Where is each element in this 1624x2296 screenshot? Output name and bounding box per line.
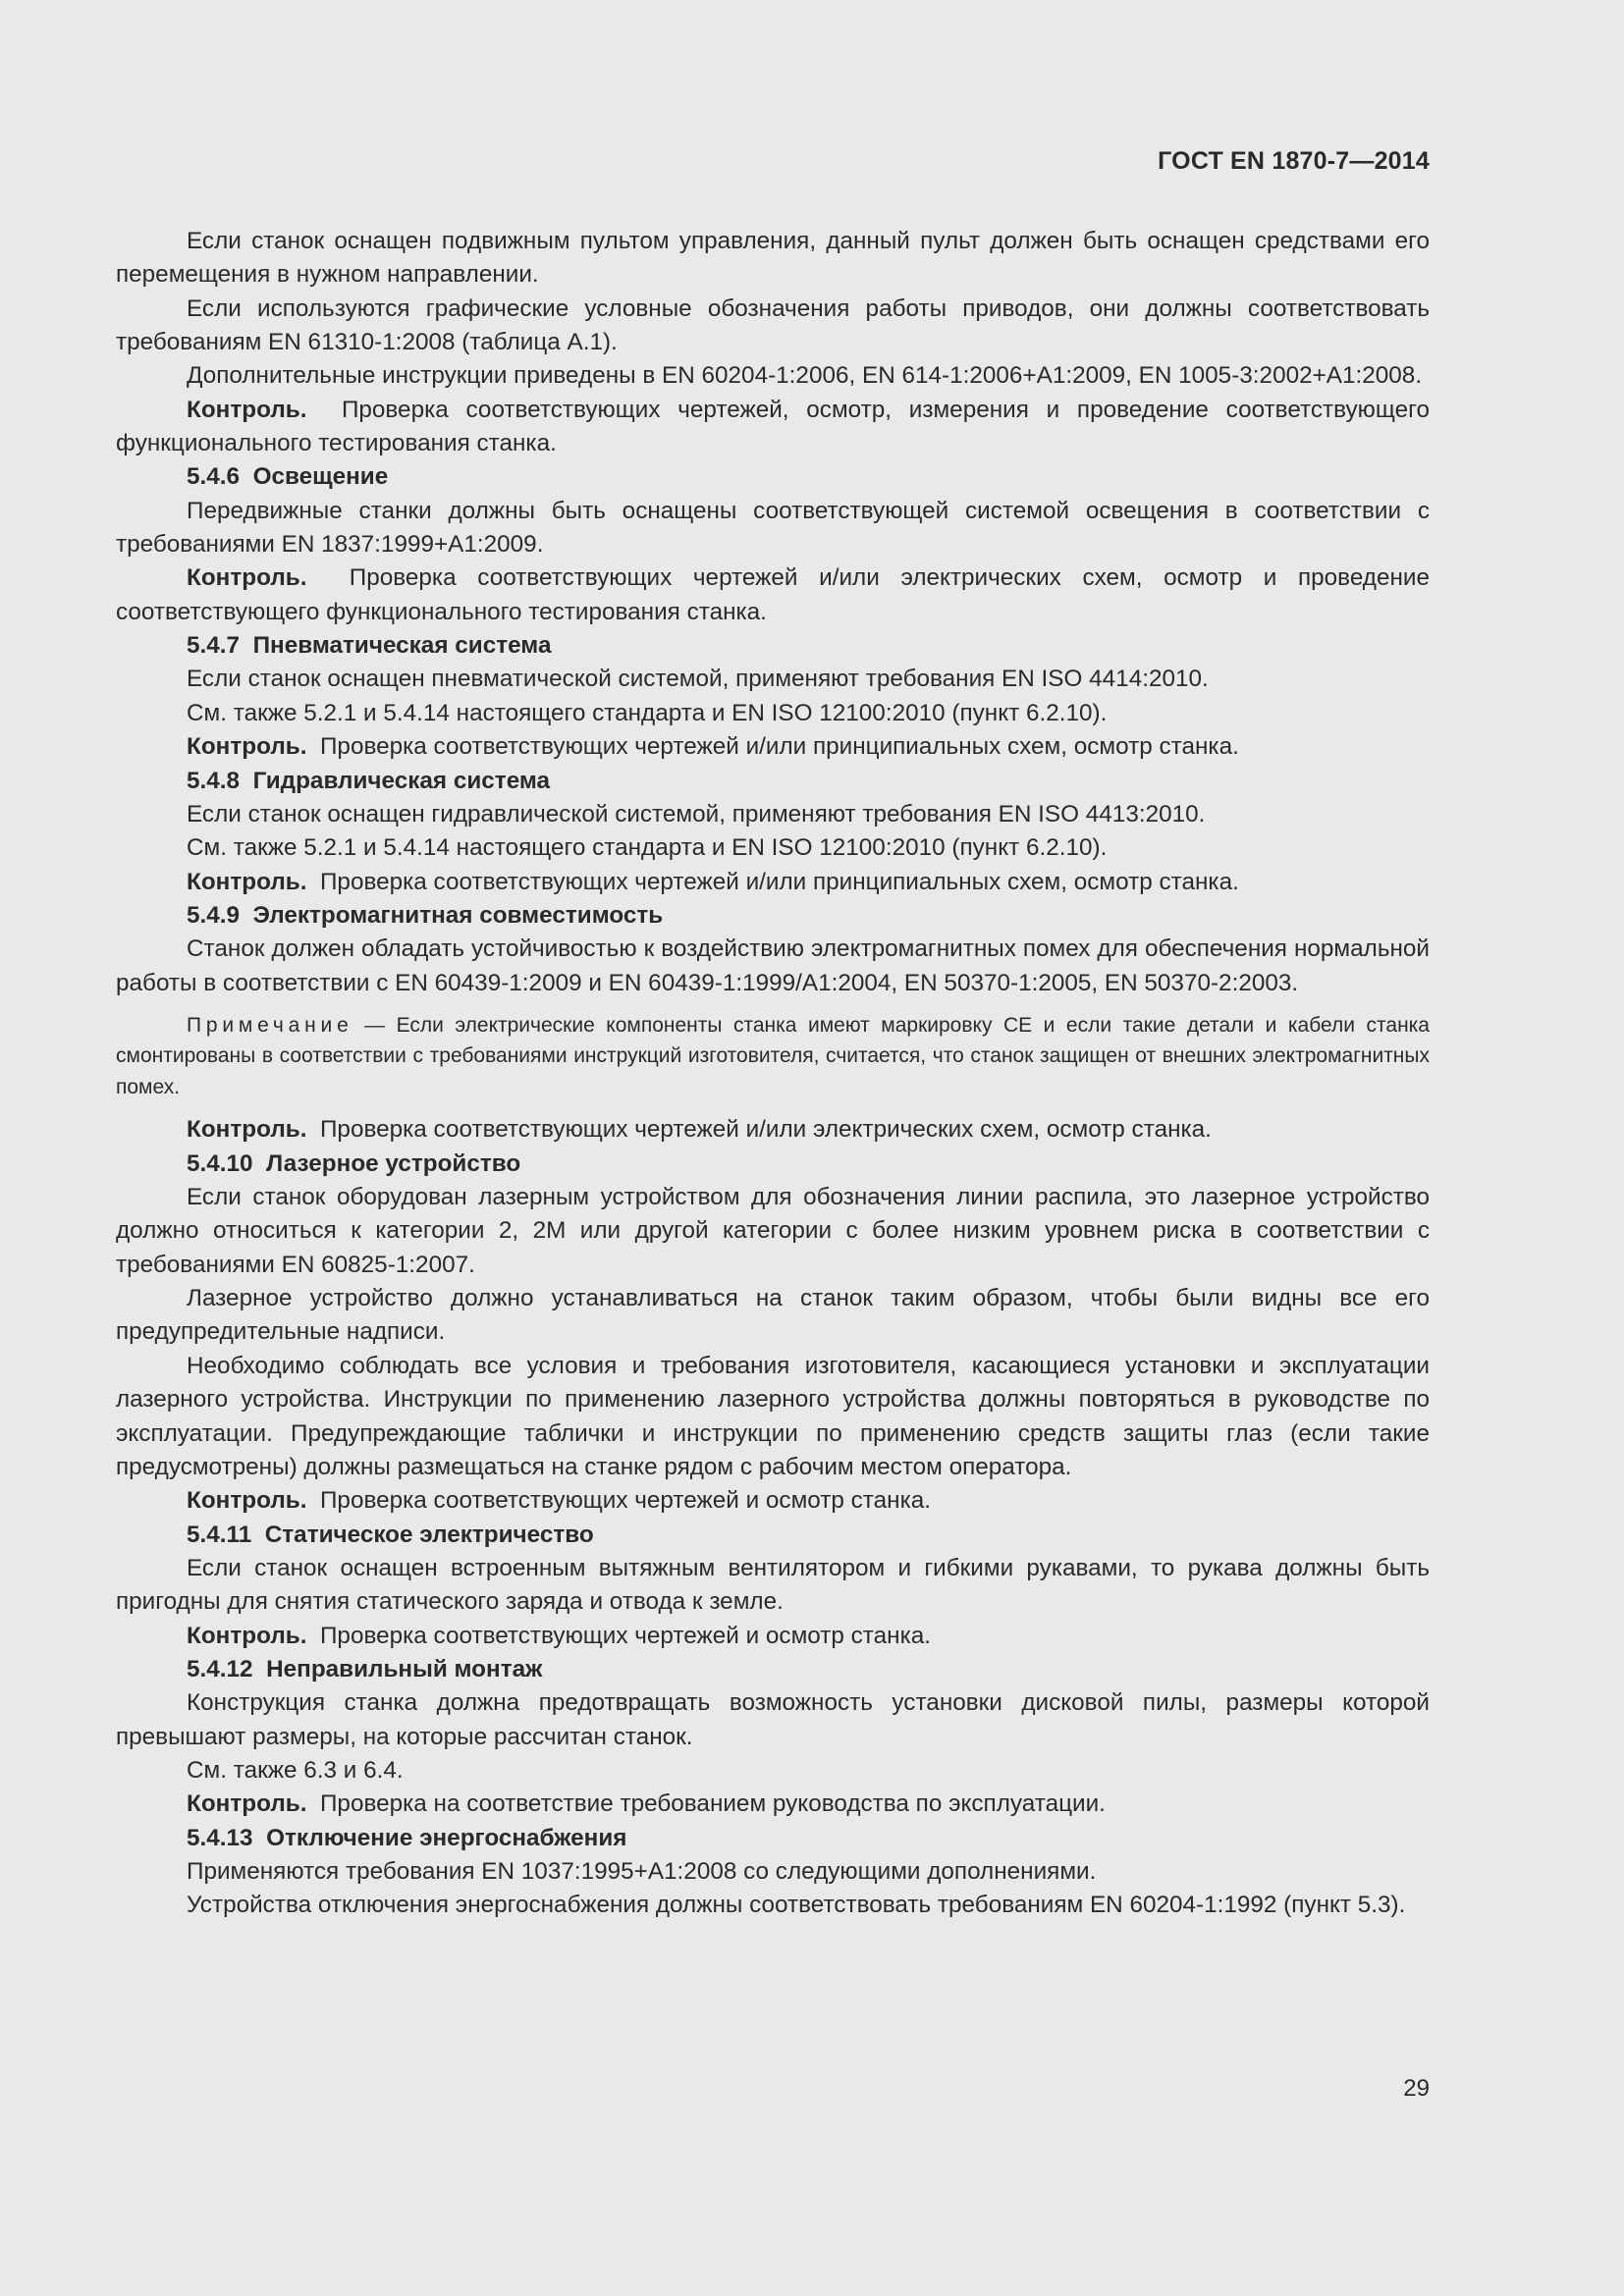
paragraph: Лазерное устройство должно устанавливаться на станок таким образом, чтобы были видны все его предупредительные надписи. [116,1285,1430,1346]
control-paragraph [116,394,1430,461]
paragraph: Устройства отключения энергоснабжения должны соответствовать требованиям EN 60204-1:1992 (пункт 5.3). [187,1892,1406,1919]
control-text: Проверка на соответствие требованием руководства по эксплуатации. [319,1790,1106,1818]
section-heading [116,1822,1430,1855]
section-number: 5.4.11 [187,1521,252,1548]
note-paragraph [116,1010,1430,1103]
section-number: 5.4.6 [187,463,241,491]
control-paragraph [116,866,1430,899]
paragraph: Конструкция станка должна предотвращать возможность установки дисковой пилы, размеры которой превышают размеры, на которые рассчитан станок. [116,1689,1430,1750]
section-heading [116,629,1430,663]
control-paragraph [116,730,1430,764]
control-label: Контроль. [187,564,307,592]
section-title: Лазерное устройство [266,1149,521,1177]
page-number: 29 [1403,2075,1430,2102]
paragraph: См. также 5.2.1 и 5.4.14 настоящего стандарта и EN ISO 12100:2010 (пункт 6.2.10). [187,699,1108,726]
paragraph: Необходимо соблюдать все условия и требования изготовителя, касающиеся установки и эксплуатации лазерного устройства. Инструкции по применению лазерного устройства должны повторяться в руководстве по эксплуатации. Предупреждающие таблички и инструкции по применению средств защиты глаз (если такие предусмотрены) должны размещаться на станке рядом с рабочим местом оператора. [116,1352,1430,1480]
document-body [116,225,1430,1923]
section-title: Неправильный монтаж [266,1655,543,1682]
control-paragraph [116,1788,1430,1821]
section-number: 5.4.9 [187,901,241,929]
control-paragraph [116,1620,1430,1653]
control-label: Контроль. [187,1487,307,1515]
control-label: Контроль. [187,733,307,761]
control-label: Контроль. [187,1622,307,1649]
control-text: Проверка соответствующих чертежей и осмотр станка. [319,1487,932,1515]
control-text: Проверка соответствующих чертежей и осмотр станка. [319,1622,932,1649]
section-heading [116,1653,1430,1686]
section-title: Гидравлическая система [252,767,551,794]
section-number: 5.4.13 [187,1824,253,1851]
control-text: Проверка соответствующих чертежей и/или принципиальных схем, осмотр станка. [319,868,1239,895]
control-label: Контроль. [187,396,307,423]
paragraph: Если станок оборудован лазерным устройством для обозначения линии распила, это лазерное устройство должно относиться к категории 2, 2М или другой категории с более низким уровнем риска в соответствии с требованиями EN 60825-1:2007. [116,1184,1430,1278]
section-heading [116,1519,1430,1552]
section-title: Статическое электричество [264,1521,594,1548]
note-text: — Если электрические компоненты станка имеют маркировку СЕ и если такие детали и кабели станка смонтированы в соответствии с требованиями инструкций изготовителя, считается, что станок защищен от внешних электромагнитных помех. [116,1013,1430,1098]
section-title: Отключение энергоснабжения [266,1824,627,1851]
paragraph: Дополнительные инструкции приведены в EN 60204-1:2006, EN 614-1:2006+A1:2009, EN 1005-3:2002+A1:2008. [187,362,1423,390]
section-number: 5.4.8 [187,767,241,794]
control-text: Проверка соответствующих чертежей, осмотр, измерения и проведение соответствующего функционального тестирования станка. [116,396,1430,457]
section-number: 5.4.10 [187,1149,253,1177]
paragraph: Станок должен обладать устойчивостью к воздействию электромагнитных помех для обеспечения нормальной работы в соответствии с EN 60439-1:2009 и EN 60439-1:1999/A1:2004, EN 50370-1:2005, EN 50370-2:2003. [116,935,1430,996]
section-heading [116,1148,1430,1181]
note-label: Примечание [187,1013,353,1037]
control-label: Контроль. [187,1790,307,1818]
section-title: Освещение [252,463,389,491]
control-text: Проверка соответствующих чертежей и/или электрических схем, осмотр и проведение соответствующего функционального тестирования станка. [116,564,1430,625]
section-title: Пневматическая система [252,632,552,660]
control-paragraph [116,1484,1430,1518]
control-paragraph [116,561,1430,629]
section-heading [116,899,1430,933]
section-heading [116,460,1430,494]
document-header: ГОСТ EN 1870-7—2014 [1158,147,1430,175]
section-number: 5.4.12 [187,1655,253,1682]
section-title: Электромагнитная совместимость [252,901,664,929]
paragraph: Если станок оснащен гидравлической системой, применяют требования EN ISO 4413:2010. [187,800,1206,828]
paragraph: Если станок оснащен подвижным пультом управления, данный пульт должен быть оснащен средствами его перемещения в нужном направлении. [116,228,1430,289]
paragraph: Если станок оснащен пневматической системой, применяют требования EN ISO 4414:2010. [187,666,1209,693]
control-paragraph [116,1113,1430,1147]
section-number: 5.4.7 [187,632,241,660]
paragraph: Если станок оснащен встроенным вытяжным вентилятором и гибкими рукавами, то рукава должны быть пригодны для снятия статического заряда и отвода к земле. [116,1554,1430,1616]
paragraph: См. также 6.3 и 6.4. [187,1756,404,1784]
section-heading [116,765,1430,798]
paragraph: Передвижные станки должны быть оснащены соответствующей системой освещения в соответствии с требованиями EN 1837:1999+A1:2009. [116,497,1430,559]
paragraph: Если используются графические условные обозначения работы приводов, они должны соответствовать требованиям EN 61310-1:2008 (таблица А.1). [116,294,1430,356]
paragraph: См. также 5.2.1 и 5.4.14 настоящего стандарта и EN ISO 12100:2010 (пункт 6.2.10). [187,834,1108,862]
control-label: Контроль. [187,868,307,895]
control-text: Проверка соответствующих чертежей и/или электрических схем, осмотр станка. [319,1116,1212,1144]
control-label: Контроль. [187,1116,307,1144]
paragraph: Применяются требования EN 1037:1995+A1:2008 со следующими дополнениями. [187,1857,1097,1885]
control-text: Проверка соответствующих чертежей и/или принципиальных схем, осмотр станка. [319,733,1239,761]
